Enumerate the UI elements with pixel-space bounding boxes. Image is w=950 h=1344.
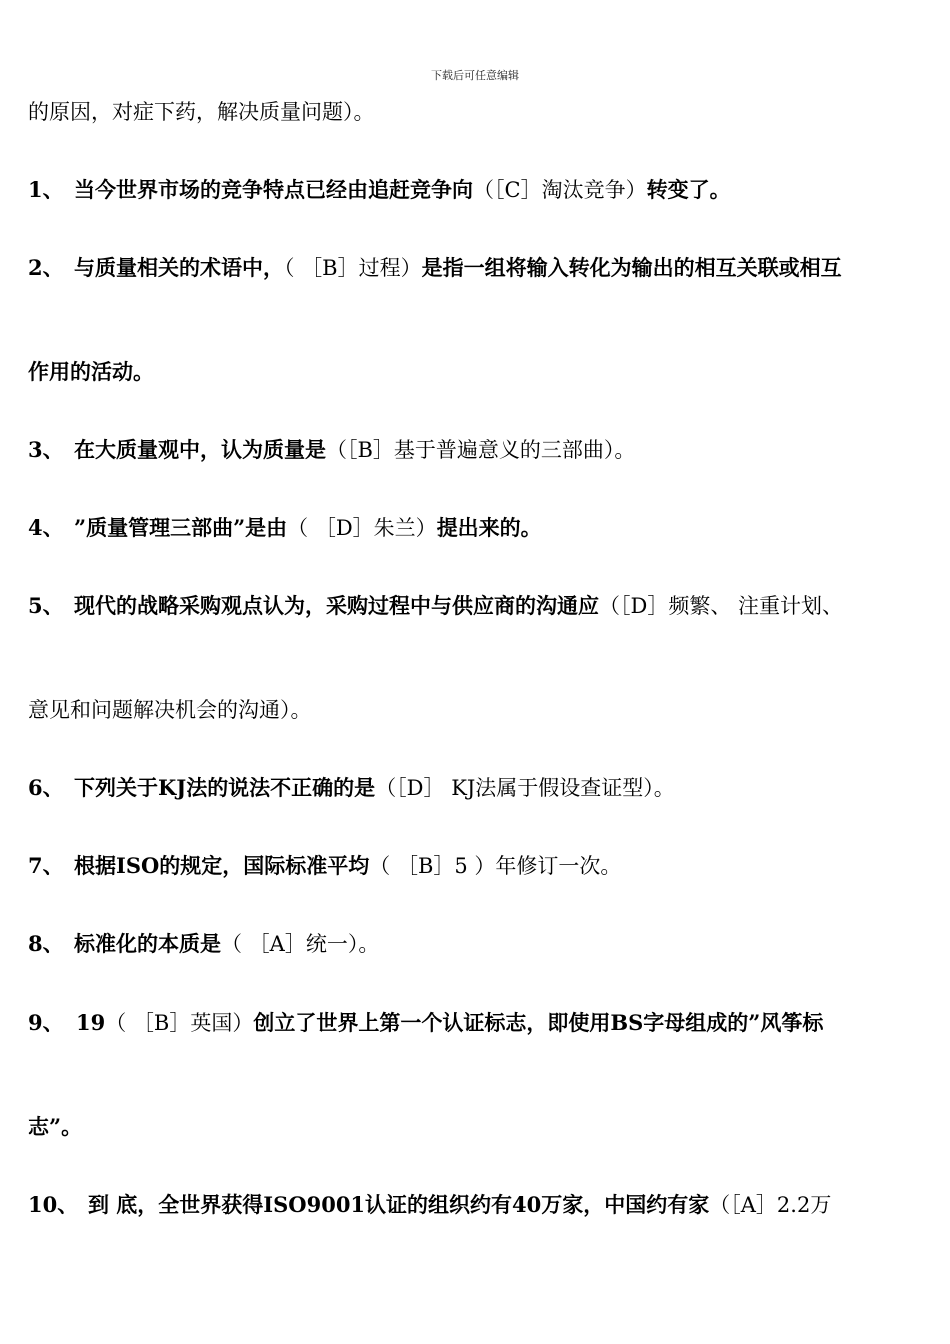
question-number: 5、 bbox=[28, 593, 64, 618]
question-text: 志”。 bbox=[28, 1114, 83, 1139]
question-2-continuation bbox=[28, 359, 928, 385]
question-number: 1、 bbox=[28, 177, 64, 202]
question-text-tail: 提出来的。 bbox=[436, 515, 542, 540]
question-text: 与质量相关的术语中， bbox=[74, 255, 284, 280]
answer-text: （［A］2.2万 bbox=[709, 1193, 832, 1217]
question-number: 8、 bbox=[28, 931, 64, 956]
answer-text: （ ［D］朱兰） bbox=[287, 516, 437, 540]
question-number: 10、 bbox=[28, 1192, 79, 1217]
question-text: 在大质量观中，认为质量是 bbox=[74, 437, 326, 462]
question-2 bbox=[28, 255, 928, 281]
text-line bbox=[28, 99, 928, 125]
question-9-continuation bbox=[28, 1114, 928, 1140]
question-text: 19 bbox=[76, 1010, 106, 1035]
answer-text: （［B］基于普遍意义的三部曲）。 bbox=[326, 438, 636, 462]
question-number: 4、 bbox=[28, 515, 64, 540]
question-text: 标准化的本质是 bbox=[74, 931, 221, 956]
answer-text: 意见和问题解决机会的沟通）。 bbox=[28, 698, 312, 722]
question-text: 现代的战略采购观点认为，采购过程中与供应商的沟通应 bbox=[74, 593, 599, 618]
answer-text: 的原因，对症下药，解决质量问题）。 bbox=[28, 100, 375, 124]
question-number: 7、 bbox=[28, 853, 64, 878]
question-10 bbox=[28, 1192, 928, 1218]
question-4 bbox=[28, 515, 928, 541]
answer-text: （［D］ KJ法属于假设查证型）。 bbox=[375, 776, 675, 800]
answer-text: （ ［B］过程） bbox=[284, 256, 422, 280]
page-header: 下载后可任意编辑 bbox=[431, 69, 519, 82]
question-7 bbox=[28, 853, 928, 879]
answer-text: （ ［A］统一）。 bbox=[221, 932, 380, 956]
question-3 bbox=[28, 437, 928, 463]
answer-text: （［D］频繁、 注重计划、 bbox=[599, 594, 844, 618]
question-6 bbox=[28, 775, 928, 801]
question-text: 作用的活动。 bbox=[28, 359, 154, 384]
question-5-continuation bbox=[28, 697, 928, 723]
question-number: 3、 bbox=[28, 437, 64, 462]
question-number: 9、 bbox=[28, 1010, 64, 1035]
question-text: 当今世界市场的竞争特点已经由追赶竞争向 bbox=[74, 177, 473, 202]
answer-text: （［C］淘汰竞争） bbox=[473, 178, 647, 202]
question-text: 下列关于KJ法的说法不正确的是 bbox=[74, 775, 376, 800]
question-9 bbox=[28, 1010, 928, 1036]
question-1 bbox=[28, 177, 928, 203]
question-8 bbox=[28, 931, 928, 957]
question-number: 2、 bbox=[28, 255, 64, 280]
question-text-tail: 创立了世界上第一个认证标志，即使用BS字母组成的”风筝标 bbox=[253, 1010, 824, 1035]
question-text: 根据ISO的规定，国际标准平均 bbox=[74, 853, 370, 878]
answer-text: （ ［B］5 ）年修订一次。 bbox=[369, 854, 622, 878]
question-text-tail: 转变了。 bbox=[646, 177, 731, 202]
question-5 bbox=[28, 593, 928, 619]
question-text-tail: 是指一组将输入转化为输出的相互关联或相互 bbox=[421, 255, 842, 280]
question-text: 到 底，全世界获得ISO9001认证的组织约有40万家，中国约有家 bbox=[88, 1192, 710, 1217]
question-text: ”质量管理三部曲”是由 bbox=[74, 515, 288, 540]
answer-text: （ ［B］英国） bbox=[105, 1011, 254, 1035]
question-number: 6、 bbox=[28, 775, 64, 800]
